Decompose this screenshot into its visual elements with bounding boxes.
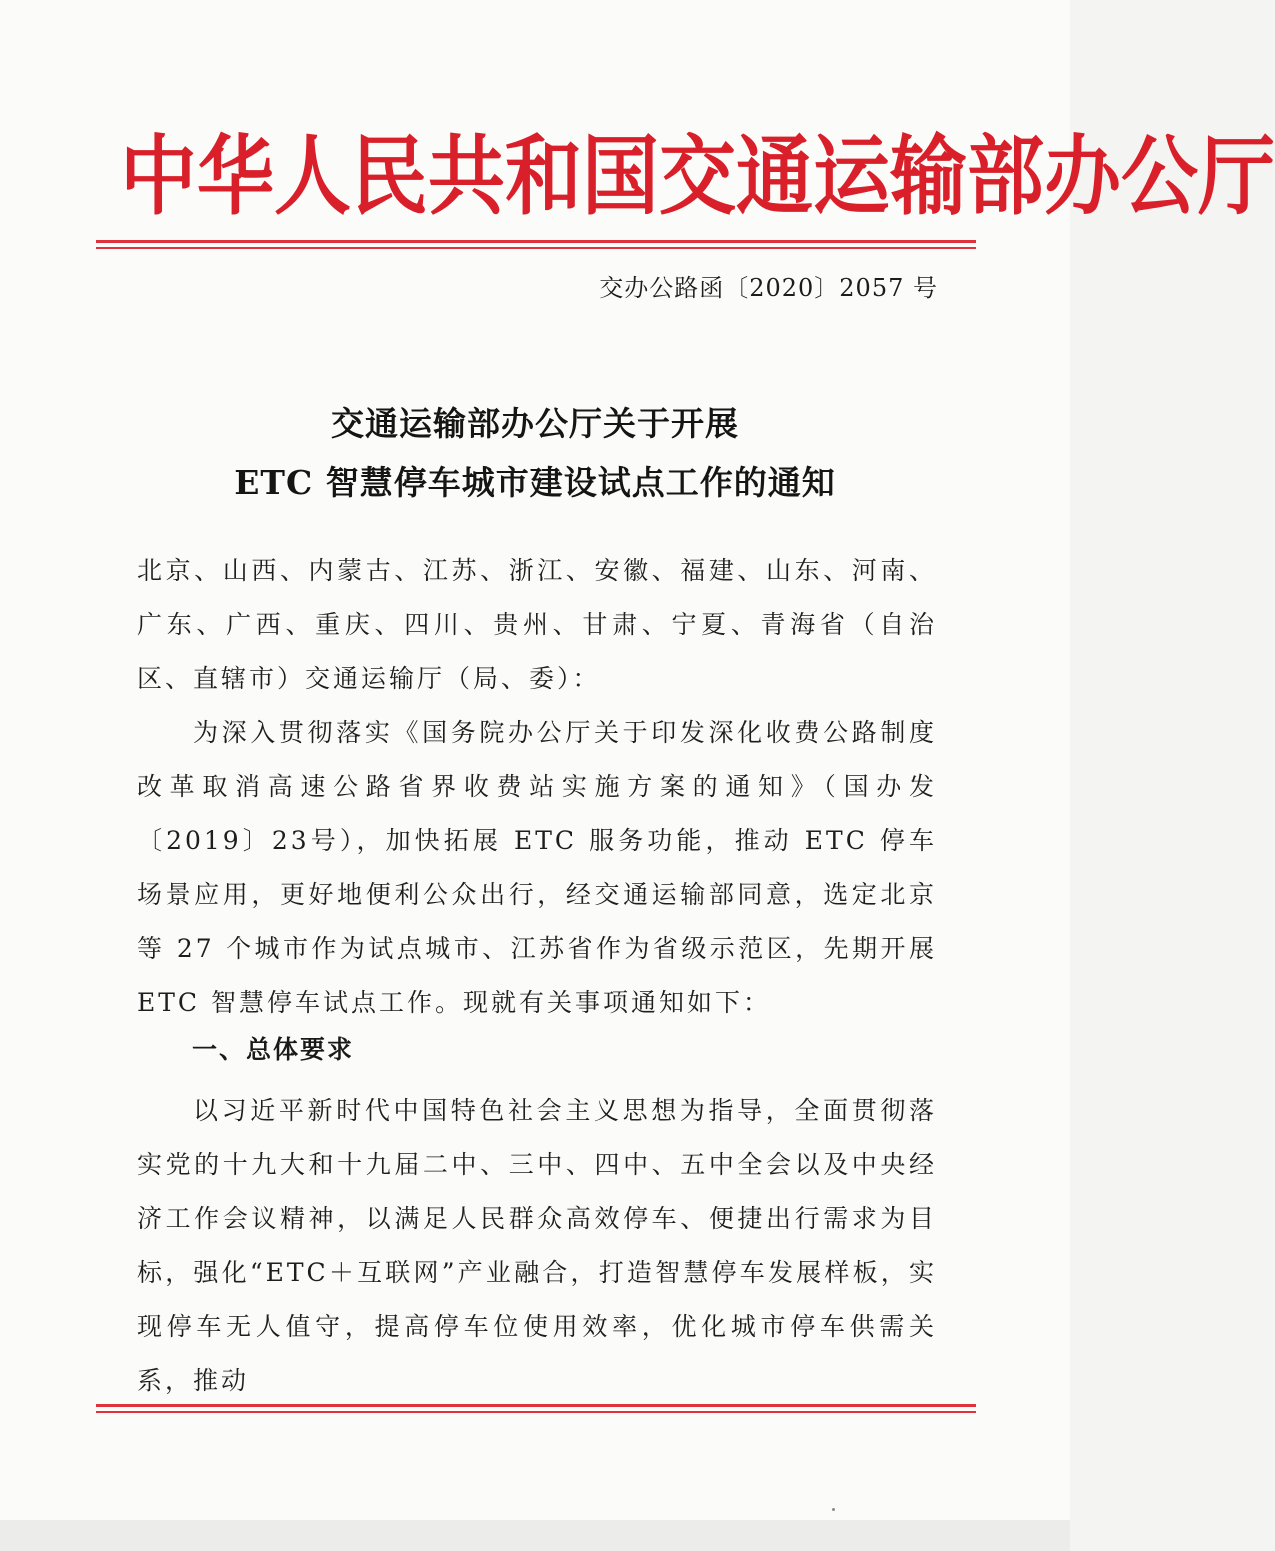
notice-title-line-2: ETC 智慧停车城市建设试点工作的通知 — [234, 463, 836, 502]
letterhead-title: 中华人民共和国交通运输部办公厅 — [120, 126, 1275, 228]
letterhead-rule-thin — [96, 247, 976, 249]
intro-paragraph: 为深入贯彻落实《国务院办公厅关于印发深化收费公路制度改革取消高速公路省界收费站实施方案的通知》（国办发〔2019〕23号），加快拓展 ETC 服务功能，推动 ETC 停车场景应用，更好地便利公众出行，经交通运输部同意，选定北京等 27 个城市作为试点城市、江苏省作为省级示范区，先期开展 ETC 智慧停车试点工作。现就有关事项通知如下： — [137, 718, 937, 1017]
footer-rule-thin — [96, 1411, 976, 1413]
addressee-paragraph: 北京、山西、内蒙古、江苏、浙江、安徽、福建、山东、河南、广东、广西、重庆、四川、贵州、甘肃、宁夏、青海省（自治区、直辖市）交通运输厅（局、委）： — [137, 556, 937, 693]
notice-title-line-1: 交通运输部办公厅关于开展 — [331, 404, 739, 443]
scan-speck — [832, 1508, 835, 1511]
footer-rule-thick — [96, 1404, 976, 1407]
page-bottom-edge — [0, 1520, 1070, 1551]
letterhead-rule-thick — [96, 240, 976, 243]
general-requirements-paragraph: 以习近平新时代中国特色社会主义思想为指导，全面贯彻落实党的十九大和十九届二中、三中、四中、五中全会以及中央经济工作会议精神，以满足人民群众高效停车、便捷出行需求为目标，强化“ETC＋互联网”产业融合，打造智慧停车发展样板，实现停车无人值守，提高停车位使用效率，优化城市停车供需关系，推动 — [137, 1096, 937, 1395]
section-heading-general-requirements: 一、总体要求 — [192, 1035, 355, 1064]
document-number: 交办公路函〔2020〕2057 号 — [599, 274, 938, 302]
